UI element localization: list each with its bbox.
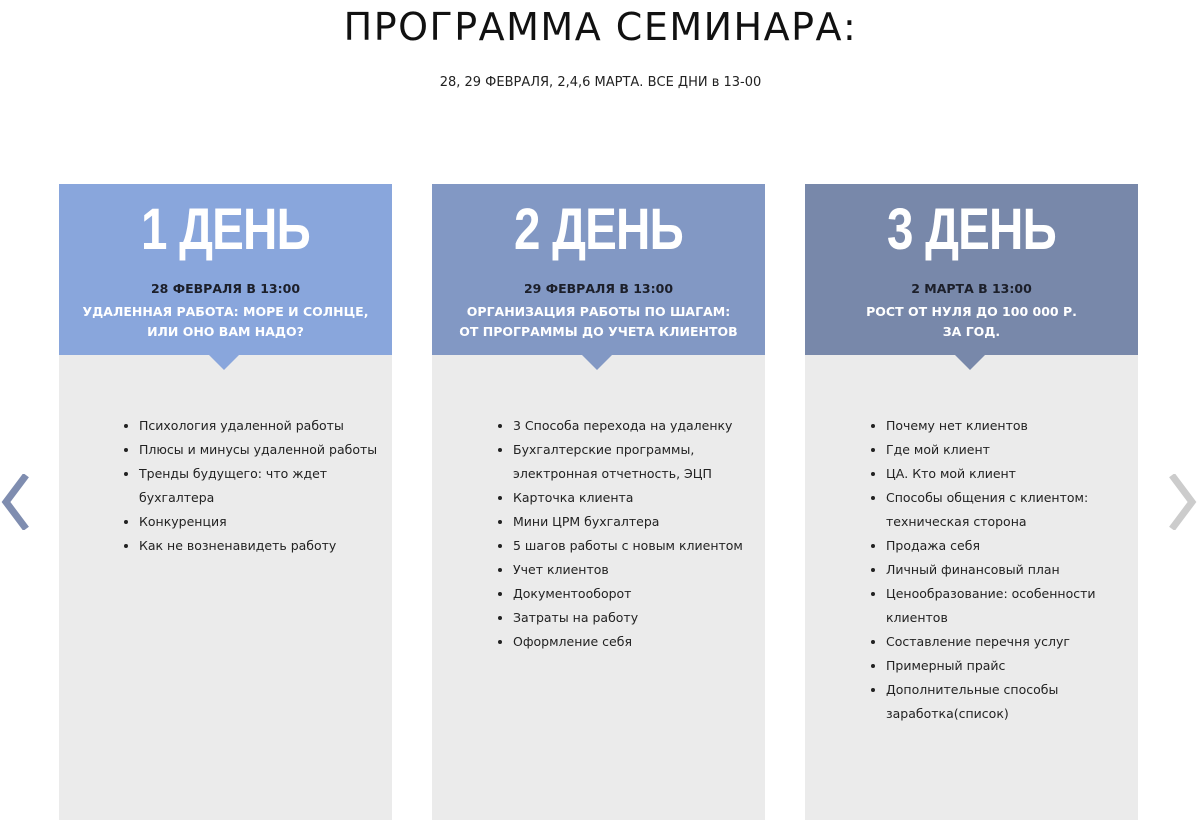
list-item: • Конкуренция: [139, 510, 379, 534]
list-item: • ЦА. Кто мой клиент: [886, 462, 1136, 486]
day-topic: [442, 302, 755, 342]
list-item: • Дополнительные способы заработка(список): [886, 678, 1136, 726]
day-date: 2 МАРТА В 13:00: [911, 281, 1032, 296]
day-topic: [69, 302, 382, 342]
day-card-header: [432, 184, 765, 355]
day-title: 1 ДЕНЬ: [141, 197, 310, 262]
list-item: • Карточка клиента: [513, 486, 753, 510]
list-item: • 5 шагов работы с новым клиентом: [513, 534, 753, 558]
list-item: • Где мой клиент: [886, 438, 1136, 462]
list-item: • Личный финансовый план: [886, 558, 1136, 582]
day-card-header: [805, 184, 1138, 355]
day-topics-list: [866, 414, 1136, 726]
list-item: • Продажа себя: [886, 534, 1136, 558]
list-item: • Психология удаленной работы: [139, 414, 379, 438]
list-item: • 3 Способа перехода на удаленку: [513, 414, 753, 438]
carousel-next-button[interactable]: [1168, 474, 1198, 530]
day-topic-line: РОСТ ОТ НУЛЯ ДО 100 000 Р.: [866, 304, 1077, 319]
list-item: • Ценообразование: особенности клиентов: [886, 582, 1136, 630]
list-item: • Учет клиентов: [513, 558, 753, 582]
day-topic-line: ОТ ПРОГРАММЫ ДО УЧЕТА КЛИЕНТОВ: [459, 324, 738, 339]
day-topics-list: [119, 414, 379, 558]
list-item: • Как не возненавидеть работу: [139, 534, 379, 558]
day-card-2: [432, 184, 765, 820]
day-card-1: [59, 184, 392, 820]
list-item: • Оформление себя: [513, 630, 753, 654]
day-topic-line: ОРГАНИЗАЦИЯ РАБОТЫ ПО ШАГАМ:: [466, 304, 731, 319]
list-item: • Тренды будущего: что ждет бухгалтера: [139, 462, 379, 510]
chevron-left-icon: [0, 474, 30, 530]
list-item: • Примерный прайс: [886, 654, 1136, 678]
day-topics-list: [493, 414, 753, 654]
list-item: • Документооборот: [513, 582, 753, 606]
list-item: • Бухгалтерские программы, электронная отчетность, ЭЦП: [513, 438, 753, 486]
day-topic: [815, 302, 1128, 342]
chevron-right-icon: [1168, 474, 1198, 530]
list-item: • Мини ЦРМ бухгалтера: [513, 510, 753, 534]
list-item: • Способы общения с клиентом: техническая сторона: [886, 486, 1136, 534]
day-topic-line: УДАЛЕННАЯ РАБОТА: МОРЕ И СОЛНЦЕ,: [82, 304, 369, 319]
carousel-prev-button[interactable]: [0, 474, 30, 530]
day-title: 2 ДЕНЬ: [514, 197, 683, 262]
list-item: • Составление перечня услуг: [886, 630, 1136, 654]
day-title: 3 ДЕНЬ: [887, 197, 1056, 262]
list-item: • Затраты на работу: [513, 606, 753, 630]
day-date: 29 ФЕВРАЛЯ В 13:00: [523, 281, 674, 296]
day-card-3: [805, 184, 1138, 820]
day-card-header: [59, 184, 392, 355]
list-item: • Плюсы и минусы удаленной работы: [139, 438, 379, 462]
day-topic-line: ИЛИ ОНО ВАМ НАДО?: [147, 324, 304, 339]
list-item: • Почему нет клиентов: [886, 414, 1136, 438]
page-subtitle: 28, 29 ФЕВРАЛЯ, 2,4,6 МАРТА. ВСЕ ДНИ в 13-00: [439, 75, 762, 90]
page-title: ПРОГРАММА СЕМИНАРА:: [343, 5, 858, 49]
day-date: 28 ФЕВРАЛЯ В 13:00: [150, 281, 301, 296]
day-topic-line: ЗА ГОД.: [942, 324, 1001, 339]
